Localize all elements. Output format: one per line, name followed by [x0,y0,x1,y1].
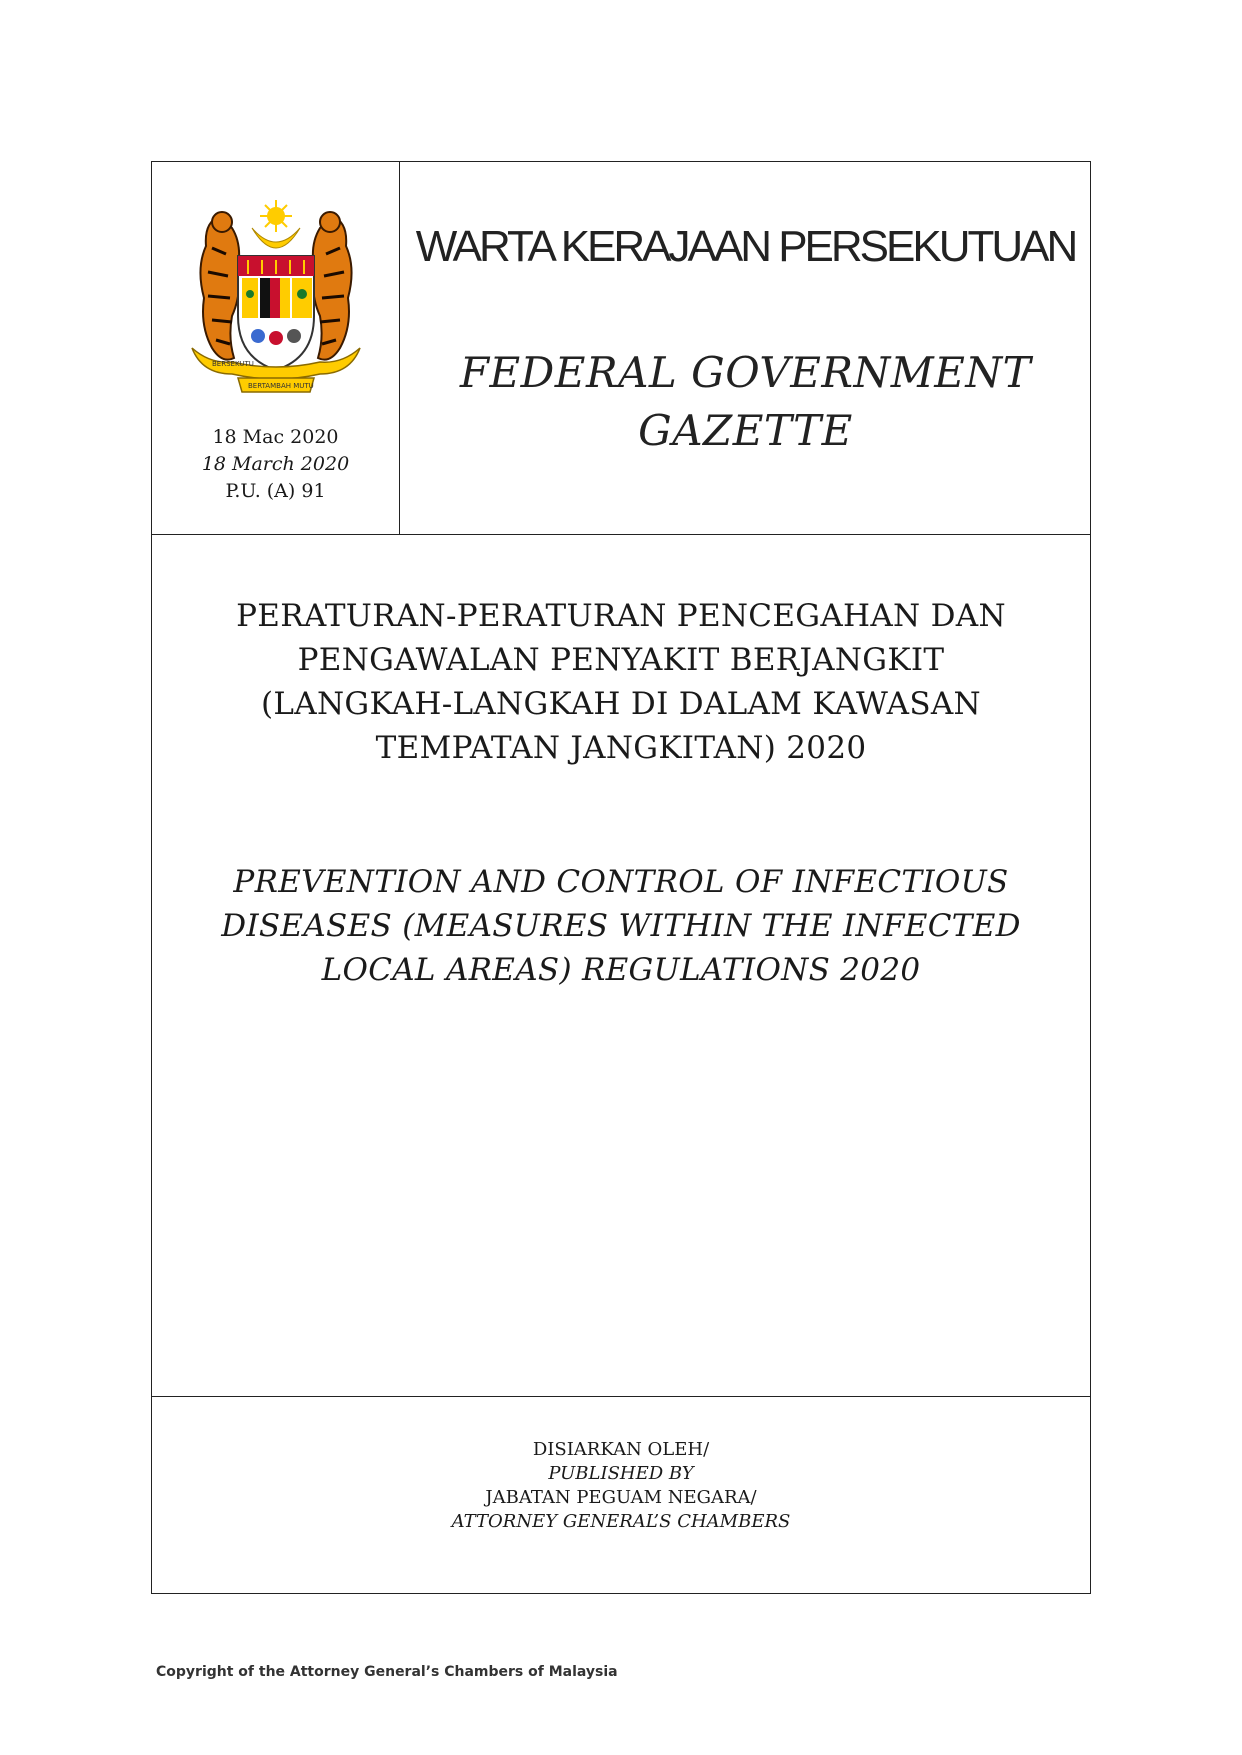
regulation-title-block [152,534,1090,1397]
gazette-title-en-line2: GAZETTE [638,406,853,455]
publisher-text [152,1438,1090,1534]
regulation-title-ms-line: PERATURAN-PERATURAN PENCEGAHAN DAN [236,598,1006,634]
regulation-title-en-line: LOCAL AREAS) REGULATIONS 2020 [321,952,921,988]
regulation-title-en-line: DISEASES (MEASURES WITHIN THE INFECTED [221,908,1021,944]
agency-en: ATTORNEY GENERAL’S CHAMBERS [451,1511,791,1532]
gazette-meta [152,424,399,505]
regulation-title-en [152,860,1090,992]
publisher-block [152,1396,1090,1594]
published-by-en: PUBLISHED BY [548,1463,694,1484]
left-tiger-icon [200,212,239,360]
published-by-ms: DISIARKAN OLEH/ [532,1439,710,1460]
regulation-title-ms [152,594,1090,770]
svg-text:BERSEKUTU: BERSEKUTU [212,360,254,368]
gazette-title-en-line1: FEDERAL GOVERNMENT [459,348,1032,397]
copyright-notice: Copyright of the Attorney General’s Chambers of Malaysia [156,1664,618,1680]
gazette-cover-frame [151,161,1091,1594]
regulation-title-en-line: PREVENTION AND CONTROL OF INFECTIOUS [233,864,1009,900]
pu-number: P.U. (A) 91 [225,480,326,502]
crest-cell [152,162,400,534]
regulation-title-ms-line: TEMPATAN JANGKITAN) 2020 [375,730,867,766]
gazette-date-ms: 18 Mac 2020 [212,426,339,448]
regulation-title-ms-line: (LANGKAH-LANGKAH DI DALAM KAWASAN [261,686,981,722]
malaysia-coat-of-arms-icon [182,198,370,400]
gazette-date-en: 18 March 2020 [201,453,350,475]
agency-ms: JABATAN PEGUAM NEGARA/ [485,1487,757,1508]
gazette-title-en [400,344,1091,460]
right-tiger-icon [313,212,352,360]
svg-text:BERTAMBAH MUTU: BERTAMBAH MUTU [248,382,314,390]
gazette-title-cell [400,162,1091,534]
regulation-title-ms-line: PENGAWALAN PENYAKIT BERJANGKIT [297,642,945,678]
federal-star-icon [260,200,292,232]
gazette-header [152,162,1090,535]
gazette-title-ms: WARTA KERAJAAN PERSEKUTUAN [415,222,1076,271]
shield-icon [238,256,314,370]
